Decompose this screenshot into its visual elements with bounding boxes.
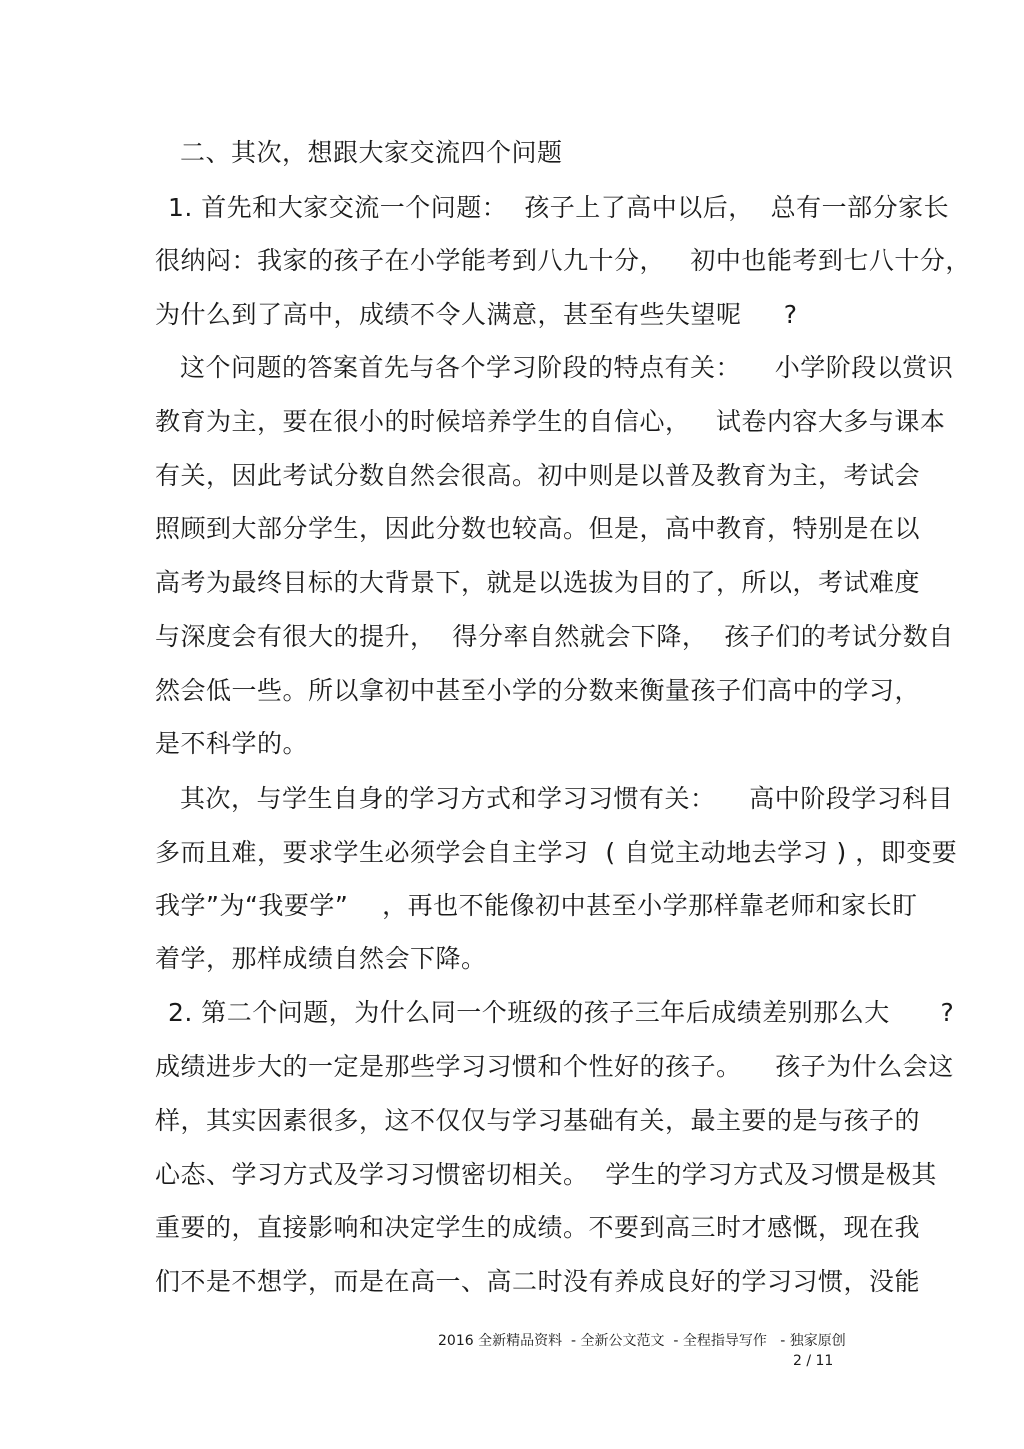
footer-slogan: 2016 全新精品资料 - 全新公文范文 - 全程指导写作 - 独家原创 bbox=[438, 1333, 846, 1349]
paragraph-line: 是不科学的。 bbox=[155, 729, 309, 758]
page-number: 2 / 11 bbox=[793, 1353, 834, 1369]
paragraph-line: 成绩进步大的一定是那些学习习惯和个性好的孩子。 孩子为什么会这 bbox=[155, 1052, 954, 1081]
paragraph-line: 其次，与学生自身的学习方式和学习习惯有关： 高中阶段学习科目 bbox=[180, 784, 954, 813]
paragraph-line: 照顾到大部分学生，因此分数也较高。但是，高中教育，特别是在以 bbox=[155, 514, 921, 543]
paragraph-line: 高考为最终目标的大背景下，就是以选拔为目的了，所以，考试难度 bbox=[155, 568, 921, 597]
paragraph-line: 很纳闷：我家的孩子在小学能考到八九十分， 初中也能考到七八十分， bbox=[155, 246, 971, 275]
paragraph-line: 样，其实因素很多，这不仅仅与学习基础有关，最主要的是与孩子的 bbox=[155, 1106, 921, 1135]
paragraph-line: 着学，那样成绩自然会下降。 bbox=[155, 944, 487, 973]
paragraph-line: 们不是不想学，而是在高一、高二时没有养成良好的学习习惯，没能 bbox=[155, 1267, 921, 1296]
paragraph-line: 这个问题的答案首先与各个学习阶段的特点有关： 小学阶段以赏识 bbox=[180, 353, 954, 382]
paragraph-line: 1. 首先和大家交流一个问题： 孩子上了高中以后， 总有一部分家长 bbox=[168, 193, 950, 222]
paragraph-line: 多而且难，要求学生必须学会自主学习 ( 自觉主动地去学习 ) ，即变要 bbox=[155, 838, 958, 867]
paragraph-line: 重要的，直接影响和决定学生的成绩。不要到高三时才感慨，现在我 bbox=[155, 1213, 921, 1242]
paragraph-line: 2. 第二个问题，为什么同一个班级的孩子三年后成绩差别那么大 ? bbox=[168, 998, 955, 1027]
paragraph-line: 教育为主，要在很小的时候培养学生的自信心， 试卷内容大多与课本 bbox=[155, 407, 946, 436]
paragraph-line: 与深度会有很大的提升， 得分率自然就会下降， 孩子们的考试分数自 bbox=[155, 622, 954, 651]
paragraph-line: 为什么到了高中，成绩不令人满意，甚至有些失望呢 ? bbox=[155, 300, 798, 329]
paragraph-line: 心态、学习方式及学习习惯密切相关。 学生的学习方式及习惯是极其 bbox=[155, 1160, 937, 1189]
paragraph-line: 我学”为“我要学” ，再也不能像初中甚至小学那样靠老师和家长盯 bbox=[155, 891, 918, 920]
paragraph-line: 然会低一些。所以拿初中甚至小学的分数来衡量孩子们高中的学习， bbox=[155, 676, 921, 705]
paragraph-line: 有关，因此考试分数自然会很高。初中则是以普及教育为主，考试会 bbox=[155, 461, 921, 490]
section-heading: 二、其次，想跟大家交流四个问题 bbox=[180, 138, 563, 167]
